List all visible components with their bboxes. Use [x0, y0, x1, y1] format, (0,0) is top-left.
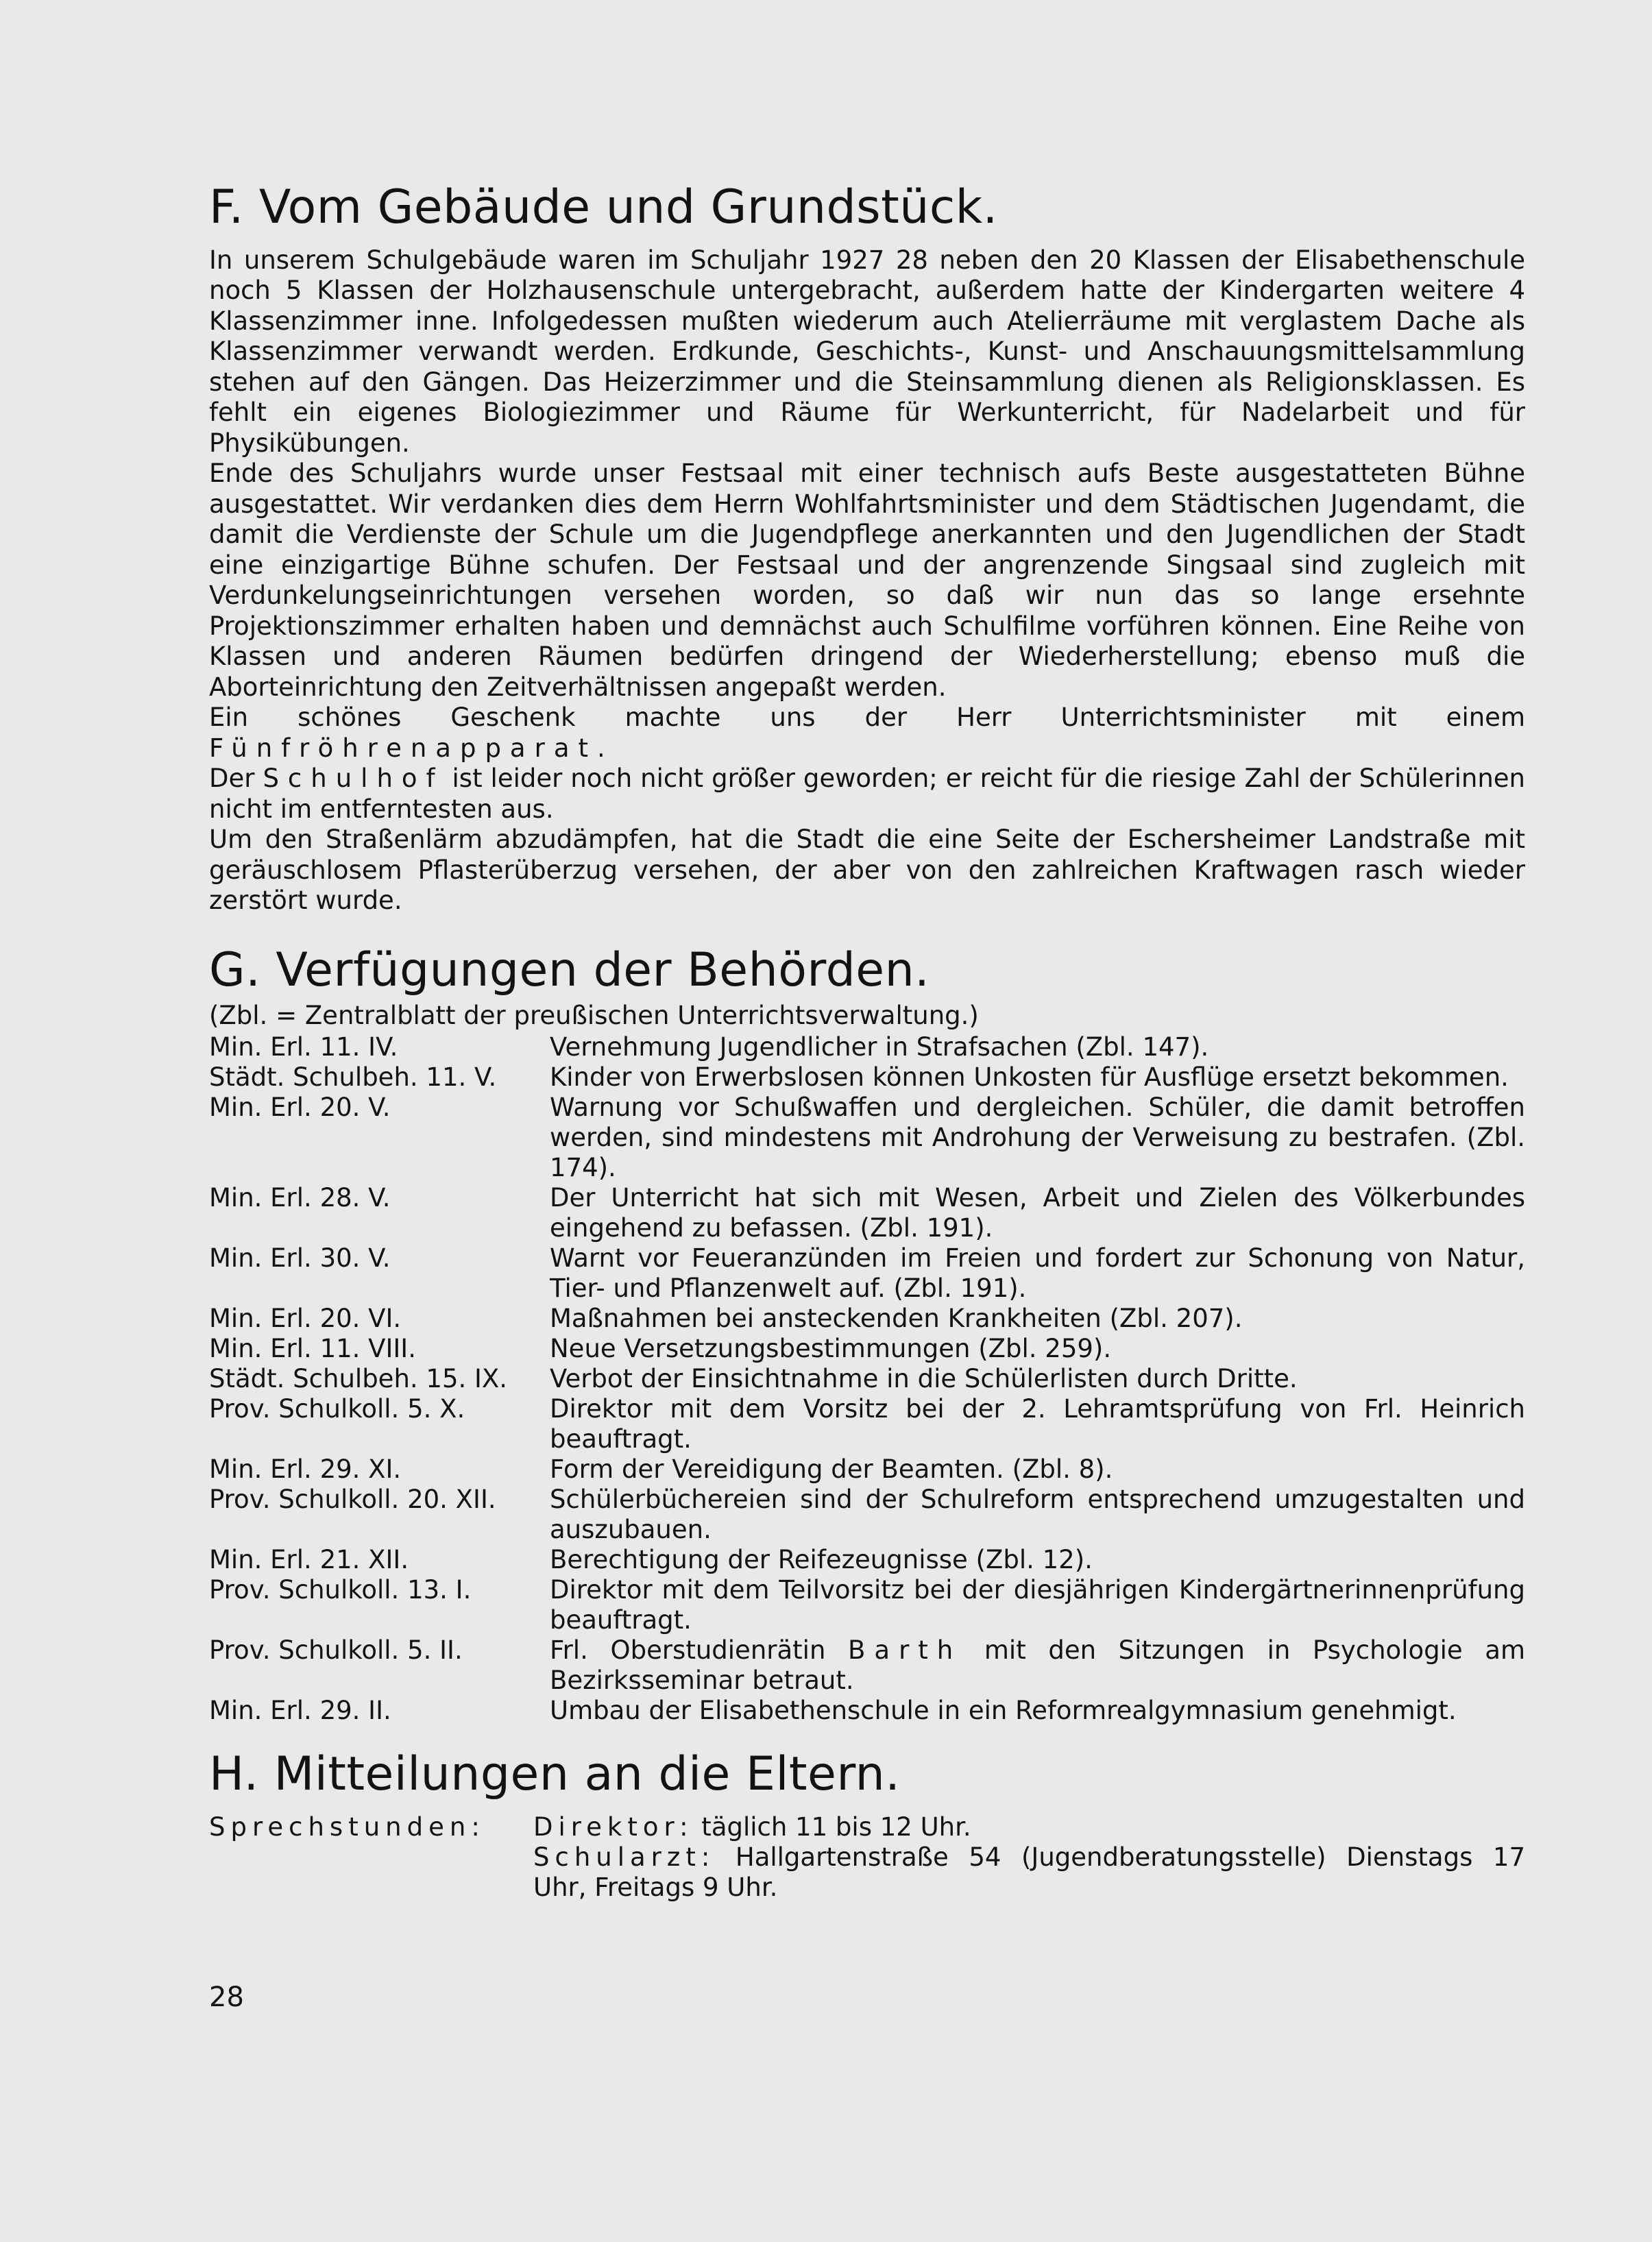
section-g-heading: G. Verfügungen der Behörden.	[209, 942, 930, 997]
decree-reference: Min. Erl. 11. VIII.	[209, 1334, 416, 1364]
decree-text: Form der Vereidigung der Beamten. (Zbl. 8).	[550, 1454, 1113, 1485]
paragraph	[209, 764, 1525, 825]
text-run: ist leider noch nicht größer geworden; er reicht für die riesige Zahl der Schülerinnen nicht im entferntesten aus.	[209, 764, 1526, 824]
paragraph: Um den Straßenlärm abzudämpfen, hat die Stadt die eine Seite der Eschersheimer Landstraße mit geräuschlosem Pflasterüberzug versehen, der aber von den zahlreichen Kraftwagen rasch wieder zerstört wurde.	[209, 825, 1525, 916]
decree-text: Umbau der Elisabethenschule in ein Reformrealgymnasium genehmigt.	[550, 1696, 1457, 1726]
hours-text: täglich 11 bis 12 Uhr.	[693, 1812, 971, 1842]
section-decrees	[209, 942, 1525, 1727]
decree-reference: Min. Erl. 21. XII.	[209, 1545, 409, 1575]
decree-text: Kinder von Erwerbslosen können Unkosten für Ausflüge ersetzt bekommen.	[550, 1062, 1509, 1093]
decree-reference: Prov. Schulkoll. 5. X.	[209, 1394, 465, 1424]
role-label: Direktor:	[533, 1812, 694, 1842]
decree-entry	[209, 1304, 1525, 1334]
decree-reference: Min. Erl. 20. VI.	[209, 1304, 402, 1334]
role-label: Schularzt:	[533, 1842, 716, 1872]
decree-text: Warnung vor Schußwaffen und dergleichen. Schüler, die damit betroffen werden, sind mindestens mit Androhung der Verweisung zu bestrafen. (Zbl. 174).	[550, 1093, 1525, 1183]
decree-reference: Min. Erl. 11. IV.	[209, 1032, 398, 1062]
decree-entry	[209, 1243, 1525, 1304]
decree-text: Maßnahmen bei ansteckenden Krankheiten (Zbl. 207).	[550, 1304, 1243, 1334]
decree-entry	[209, 1394, 1525, 1454]
doctor-hours	[533, 1842, 1525, 1903]
paragraph	[209, 703, 1525, 764]
decree-text	[550, 1635, 1525, 1696]
decree-entry	[209, 1635, 1525, 1696]
office-hours	[209, 1812, 1525, 1903]
decree-reference: Min. Erl. 30. V.	[209, 1243, 391, 1274]
decree-text: Berechtigung der Reifezeugnisse (Zbl. 12).	[550, 1545, 1093, 1575]
decree-text: Warnt vor Feueranzünden im Freien und fordert zur Schonung von Natur, Tier- und Pflanzenwelt auf. (Zbl. 191).	[550, 1243, 1525, 1304]
decree-list	[209, 1032, 1525, 1726]
decree-text: Direktor mit dem Vorsitz bei der 2. Lehramtsprüfung von Frl. Heinrich beauftragt.	[550, 1394, 1525, 1454]
director-hours	[533, 1812, 1525, 1842]
decree-entry	[209, 1032, 1525, 1062]
text-run: .	[597, 733, 605, 763]
decree-entry	[209, 1575, 1525, 1635]
decree-text: Verbot der Einsichtnahme in die Schülerlisten durch Dritte.	[550, 1364, 1298, 1394]
spaced-emphasis: Barth	[848, 1635, 962, 1666]
abbreviation-note: (Zbl. = Zentralblatt der preußischen Unterrichtsverwaltung.)	[209, 1001, 979, 1031]
office-hours-label: Sprechstunden:	[209, 1812, 485, 1842]
decree-text: Der Unterricht hat sich mit Wesen, Arbeit und Zielen des Völkerbundes eingehend zu befassen. (Zbl. 191).	[550, 1183, 1525, 1243]
hours-text: Hallgartenstraße 54 (Jugendberatungsstelle) Dienstags 17 Uhr, Freitags 9 Uhr.	[533, 1842, 1525, 1902]
decree-entry	[209, 1334, 1525, 1364]
decree-reference: Städt. Schulbeh. 15. IX.	[209, 1364, 508, 1394]
decree-reference: Min. Erl. 29. XI.	[209, 1454, 402, 1485]
page-number: 28	[209, 1982, 244, 2013]
decree-reference: Prov. Schulkoll. 20. XII.	[209, 1485, 496, 1515]
decree-text: Schülerbüchereien sind der Schulreform entsprechend umzugestalten und auszubauen.	[550, 1485, 1525, 1545]
office-hours-row	[209, 1812, 1525, 1842]
text-run: Frl. Oberstudienrätin	[550, 1635, 849, 1666]
office-hours-row	[209, 1842, 1525, 1903]
decree-entry	[209, 1545, 1525, 1575]
decree-reference: Min. Erl. 28. V.	[209, 1183, 391, 1213]
text-run: mit den Sitzungen in Psychologie am Bezirksseminar betraut.	[550, 1635, 1525, 1696]
spaced-emphasis: Schulhof	[263, 764, 444, 794]
decree-reference: Prov. Schulkoll. 13. I.	[209, 1575, 472, 1605]
section-building	[209, 180, 1525, 916]
decree-entry	[209, 1093, 1525, 1183]
decree-text: Neue Versetzungsbestimmungen (Zbl. 259).	[550, 1334, 1112, 1364]
decree-reference: Prov. Schulkoll. 5. II.	[209, 1635, 463, 1666]
section-parents	[209, 1746, 1525, 1903]
decree-entry	[209, 1183, 1525, 1243]
decree-reference: Min. Erl. 20. V.	[209, 1093, 391, 1123]
paragraph: Ende des Schuljahrs wurde unser Festsaal mit einer technisch aufs Beste ausgestatteten Bühne ausgestattet. Wir verdanken dies dem Herrn Wohlfahrtsminister und dem Städtischen Jugendamt, die damit die Verdienste der Schule um die Jugendpflege anerkannten und den Jugendlichen der Stadt eine einzigartige Bühne schufen. Der Festsaal und der angrenzende Singsaal sind zugleich mit Verdunkelungseinrichtungen versehen worden, so daß wir nun das so lange ersehnte Projektionszimmer erhalten haben und demnächst auch Schulfilme vorführen können. Eine Reihe von Klassen und anderen Räumen bedürfen dringend der Wiederherstellung; ebenso muß die Aborteinrichtung den Zeitverhältnissen angepaßt werden.	[209, 459, 1525, 702]
paragraph: In unserem Schulgebäude waren im Schuljahr 1927 28 neben den 20 Klassen der Elisabethenschule noch 5 Klassen der Holzhausenschule untergebracht, außerdem hatte der Kindergarten weitere 4 Klassenzimmer inne. Infolgedessen mußten wiederum auch Atelierräume mit verglastem Dache als Klassenzimmer verwandt werden. Erdkunde, Geschichts-, Kunst- und Anschauungsmittelsammlung stehen auf den Gängen. Das Heizerzimmer und die Steinsammlung dienen als Religionsklassen. Es fehlt ein eigenes Biologiezimmer und Räume für Werkunterricht, für Nadelarbeit und für Physikübungen.	[209, 245, 1525, 458]
decree-text: Vernehmung Jugendlicher in Strafsachen (Zbl. 147).	[550, 1032, 1209, 1062]
text-run: Der	[209, 764, 263, 794]
text-run: Ein schönes Geschenk machte uns der Herr Unterrichtsminister mit einem	[209, 703, 1525, 733]
decree-entry	[209, 1062, 1525, 1093]
decree-entry	[209, 1485, 1525, 1545]
section-f-heading: F. Vom Gebäude und Grundstück.	[209, 180, 998, 234]
label-spacer	[209, 1842, 533, 1903]
spaced-emphasis: Fünfröhrenapparat	[209, 733, 597, 763]
decree-entry	[209, 1364, 1525, 1394]
decree-entry	[209, 1696, 1525, 1726]
decree-entry	[209, 1454, 1525, 1485]
section-h-heading: H. Mitteilungen an die Eltern.	[209, 1747, 901, 1802]
decree-reference: Min. Erl. 29. II.	[209, 1696, 391, 1726]
decree-text: Direktor mit dem Teilvorsitz bei der diesjährigen Kindergärtnerinnenprüfung beauftragt.	[550, 1575, 1525, 1635]
decree-reference: Städt. Schulbeh. 11. V.	[209, 1062, 497, 1093]
page-content	[209, 180, 1525, 1903]
